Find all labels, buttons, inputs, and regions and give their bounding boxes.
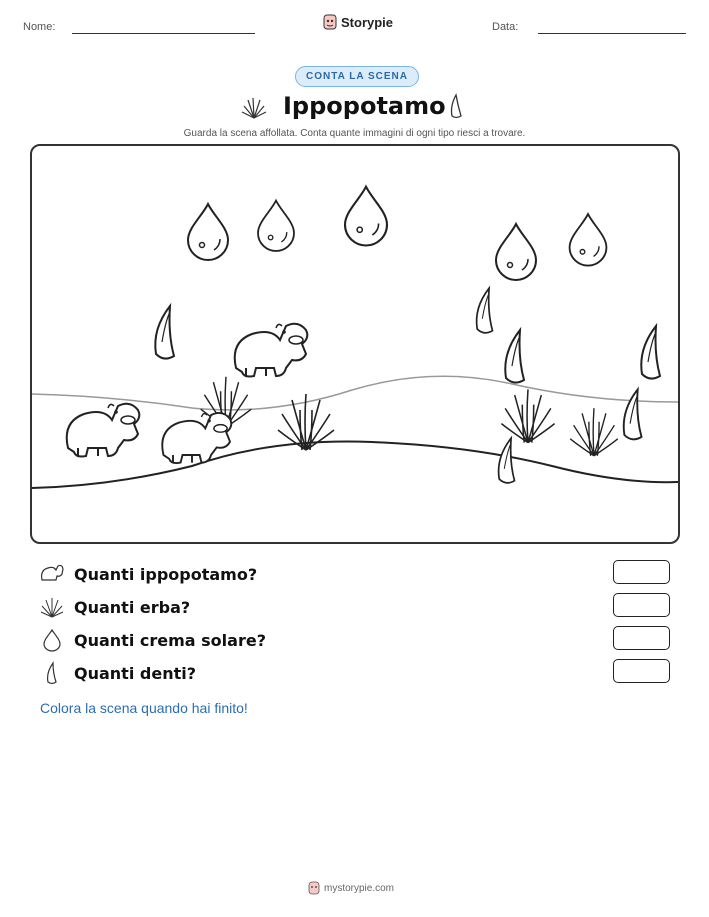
answer-box-hippo[interactable]: [613, 560, 670, 584]
storypie-mascot-icon: [323, 14, 337, 30]
page-subtitle: Guarda la scena affollata. Conta quante immagini di ogni tipo riesci a trovare.: [183, 128, 526, 139]
name-field-line[interactable]: [72, 33, 255, 34]
drop-icon: [40, 628, 64, 652]
footer-site-link[interactable]: mystorypie.com: [324, 882, 395, 894]
activity-badge: CONTA LA SCENA: [295, 66, 419, 87]
question-text: Quanti erba?: [74, 597, 191, 617]
brand-logo: [323, 14, 393, 30]
answer-box-drop[interactable]: [613, 626, 670, 650]
question-row-drop: [40, 626, 680, 654]
brand-name: Storypie: [341, 14, 394, 30]
date-field-line[interactable]: [538, 33, 686, 34]
question-list: [40, 560, 680, 687]
coloring-instruction: Colora la scena quando hai finito!: [40, 700, 248, 716]
question-row-grass: [40, 593, 680, 621]
date-label: Data:: [492, 21, 519, 33]
page-title: Ippopotamo: [283, 92, 446, 120]
scene-illustration: [32, 146, 678, 542]
answer-box-tooth[interactable]: [613, 659, 670, 683]
hippo-icon: [40, 564, 64, 584]
question-text: Quanti ippopotamo?: [74, 564, 258, 584]
tooth-icon: [40, 661, 64, 685]
answer-box-grass[interactable]: [613, 593, 670, 617]
tooth-icon: [447, 92, 465, 120]
footer-site: [308, 881, 394, 895]
question-text: Quanti crema solare?: [74, 630, 266, 650]
storypie-mascot-icon: [308, 881, 320, 895]
grass-icon: [240, 92, 268, 120]
name-label: Nome:: [23, 21, 56, 33]
question-row-hippo: [40, 560, 680, 588]
question-text: Quanti denti?: [74, 663, 196, 683]
grass-icon: [40, 596, 64, 618]
question-row-tooth: [40, 659, 680, 687]
counting-scene[interactable]: [30, 144, 680, 544]
